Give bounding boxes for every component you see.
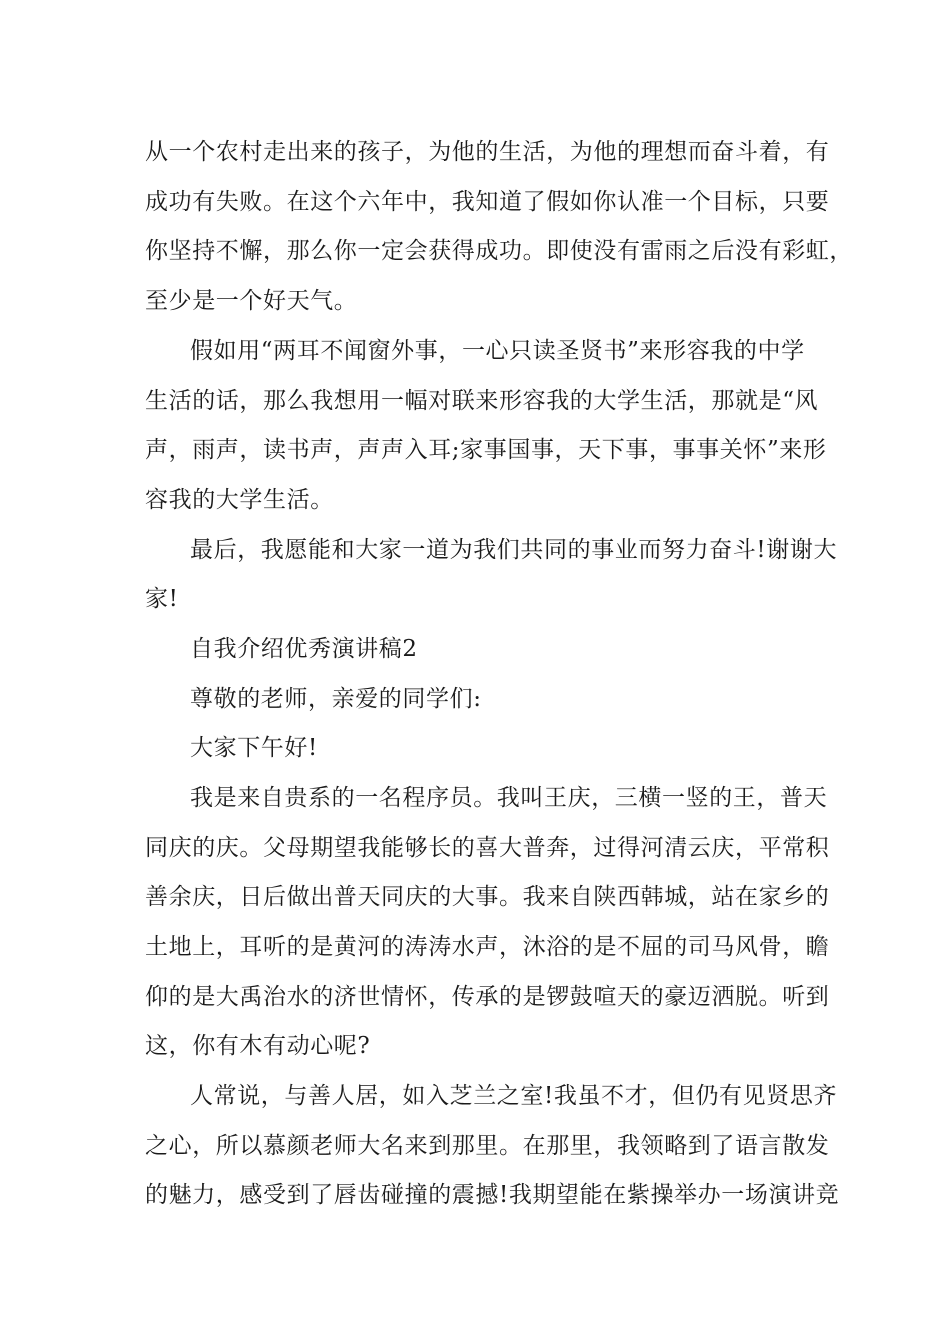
paragraph-line: 这，你有木有动心呢? (145, 1033, 371, 1059)
paragraph-line: 我是来自贵系的一名程序员。我叫王庆，三横一竖的王，普天 (190, 785, 828, 811)
paragraph-line: 善余庆，日后做出普天同庆的大事。我来自陕西韩城，站在家乡的 (145, 884, 830, 910)
paragraph-line: 成功有失败。在这个六年中，我知道了假如你认准一个目标，只要 (145, 189, 830, 215)
paragraph-line: 生活的话，那么我想用一幅对联来形容我的大学生活，那就是“风 (145, 388, 819, 414)
paragraph-line: 同庆的庆。父母期望我能够长的喜大普奔，过得河清云庆，平常积 (145, 835, 830, 861)
paragraph-line: 人常说，与善人居，如入芝兰之室!我虽不才，但仍有见贤思齐 (190, 1083, 838, 1109)
paragraph-line: 之心，所以慕颜老师大名来到那里。在那里，我领略到了语言散发 (145, 1133, 830, 1159)
paragraph-line: 至少是一个好天气。 (145, 288, 358, 314)
paragraph-line: 最后，我愿能和大家一道为我们共同的事业而努力奋斗!谢谢大 (190, 537, 838, 563)
paragraph-line: 你坚持不懈，那么你一定会获得成功。即使没有雷雨之后没有彩虹， (145, 238, 853, 264)
paragraph-line: 假如用“两耳不闻窗外事，一心只读圣贤书”来形容我的中学 (190, 338, 805, 364)
paragraph-line: 从一个农村走出来的孩子，为他的生活，为他的理想而奋斗着，有 (145, 139, 830, 165)
greeting: 大家下午好! (190, 735, 318, 761)
paragraph-line: 土地上，耳听的是黄河的涛涛水声，沐浴的是不屈的司马风骨，瞻 (145, 934, 830, 960)
paragraph-line: 的魅力，感受到了唇齿碰撞的震撼!我期望能在紫操举办一场演讲竞 (145, 1182, 840, 1208)
salutation: 尊敬的老师，亲爱的同学们: (190, 686, 482, 712)
section-heading: 自我介绍优秀演讲稿2 (190, 636, 418, 662)
paragraph-line: 仰的是大禹治水的济世情怀，传承的是锣鼓喧天的豪迈洒脱。听到 (145, 984, 830, 1010)
paragraph-line: 容我的大学生活。 (145, 487, 334, 513)
paragraph-line: 家! (145, 586, 179, 612)
paragraph-line: 声，雨声，读书声，声声入耳;家事国事，天下事，事事关怀”来形 (145, 437, 827, 463)
